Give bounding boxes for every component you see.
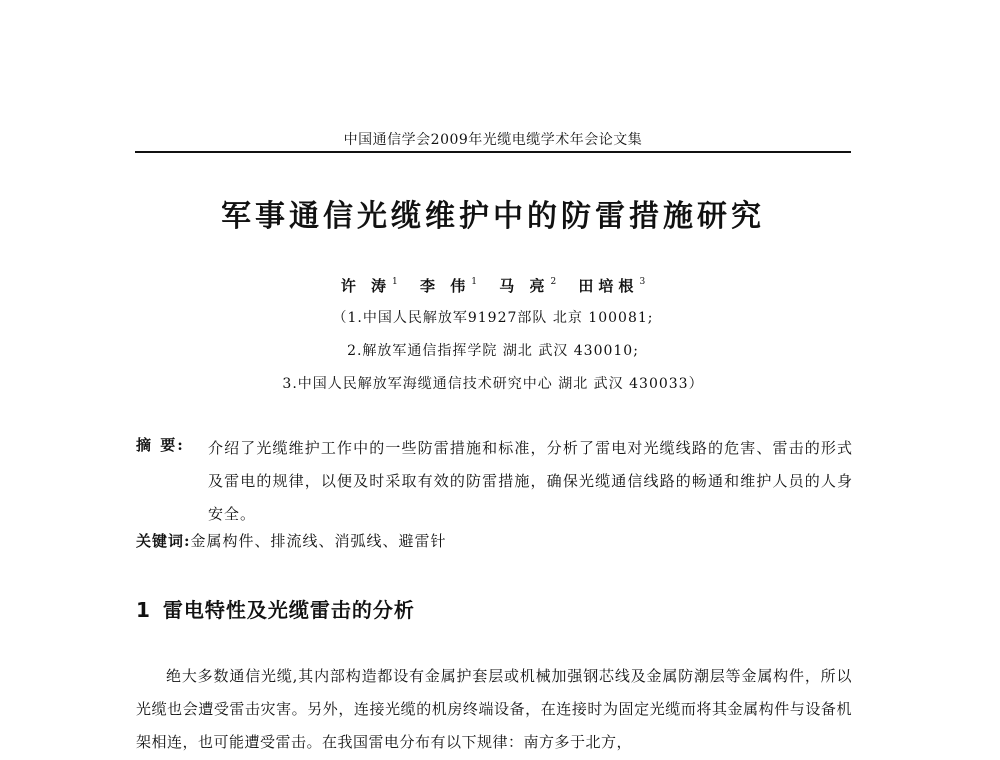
affiliation-line: 2.解放军通信指挥学院 湖北 武汉 430010;	[347, 343, 639, 359]
author	[341, 275, 398, 296]
author-name: 许 涛	[340, 277, 392, 295]
affiliation-line: 3.中国人民解放军海缆通信技术研究中心 湖北 武汉 430033）	[282, 376, 704, 392]
author-name: 马 亮	[499, 277, 550, 295]
author	[420, 275, 477, 296]
keywords	[136, 530, 447, 551]
author-list	[135, 275, 851, 296]
author-affiliation-mark: 2	[550, 277, 557, 287]
keywords-text: 金属构件、排流线、消弧线、避雷针	[190, 532, 447, 550]
section-number: 1	[136, 598, 151, 622]
section-heading	[136, 594, 415, 623]
author-name: 田培根	[578, 277, 639, 295]
keywords-label: 关键词:	[136, 532, 191, 550]
paper-title: 军事通信光缆维护中的防雷措施研究	[221, 199, 765, 234]
abstract-label: 摘 要:	[136, 436, 185, 454]
author	[578, 275, 645, 296]
author	[499, 275, 556, 296]
author-affiliation-mark: 3	[639, 277, 646, 287]
section-title: 雷电特性及光缆雷击的分析	[162, 598, 415, 622]
affiliation-line: （1.中国人民解放军91927部队 北京 100081;	[332, 310, 654, 326]
running-head: 中国通信学会2009年光缆电缆学术年会论文集	[343, 132, 643, 148]
author-affiliation-mark: 1	[392, 277, 398, 287]
author-affiliation-mark: 1	[471, 277, 477, 287]
author-name: 李 伟	[420, 277, 471, 295]
abstract-text: 介绍了光缆维护工作中的一些防雷措施和标准，分析了雷电对光缆线路的危害、雷击的形式及雷电的规律，以便及时采取有效的防雷措施，确保光缆通信线路的畅通和维护人员的人身安全。	[208, 439, 853, 523]
body-paragraph: 绝大多数通信光缆,其内部构造都设有金属护套层或机械加强钢芯线及金属防潮层等金属构件，所以光缆也会遭受雷击灾害。另外，连接光缆的机房终端设备，在连接时为固定光缆而将其金属构件与设备机架相连，也可能遭受雷击。在我国雷电分布有以下规律：南方多于北方，	[136, 667, 852, 751]
header-rule	[135, 151, 851, 153]
